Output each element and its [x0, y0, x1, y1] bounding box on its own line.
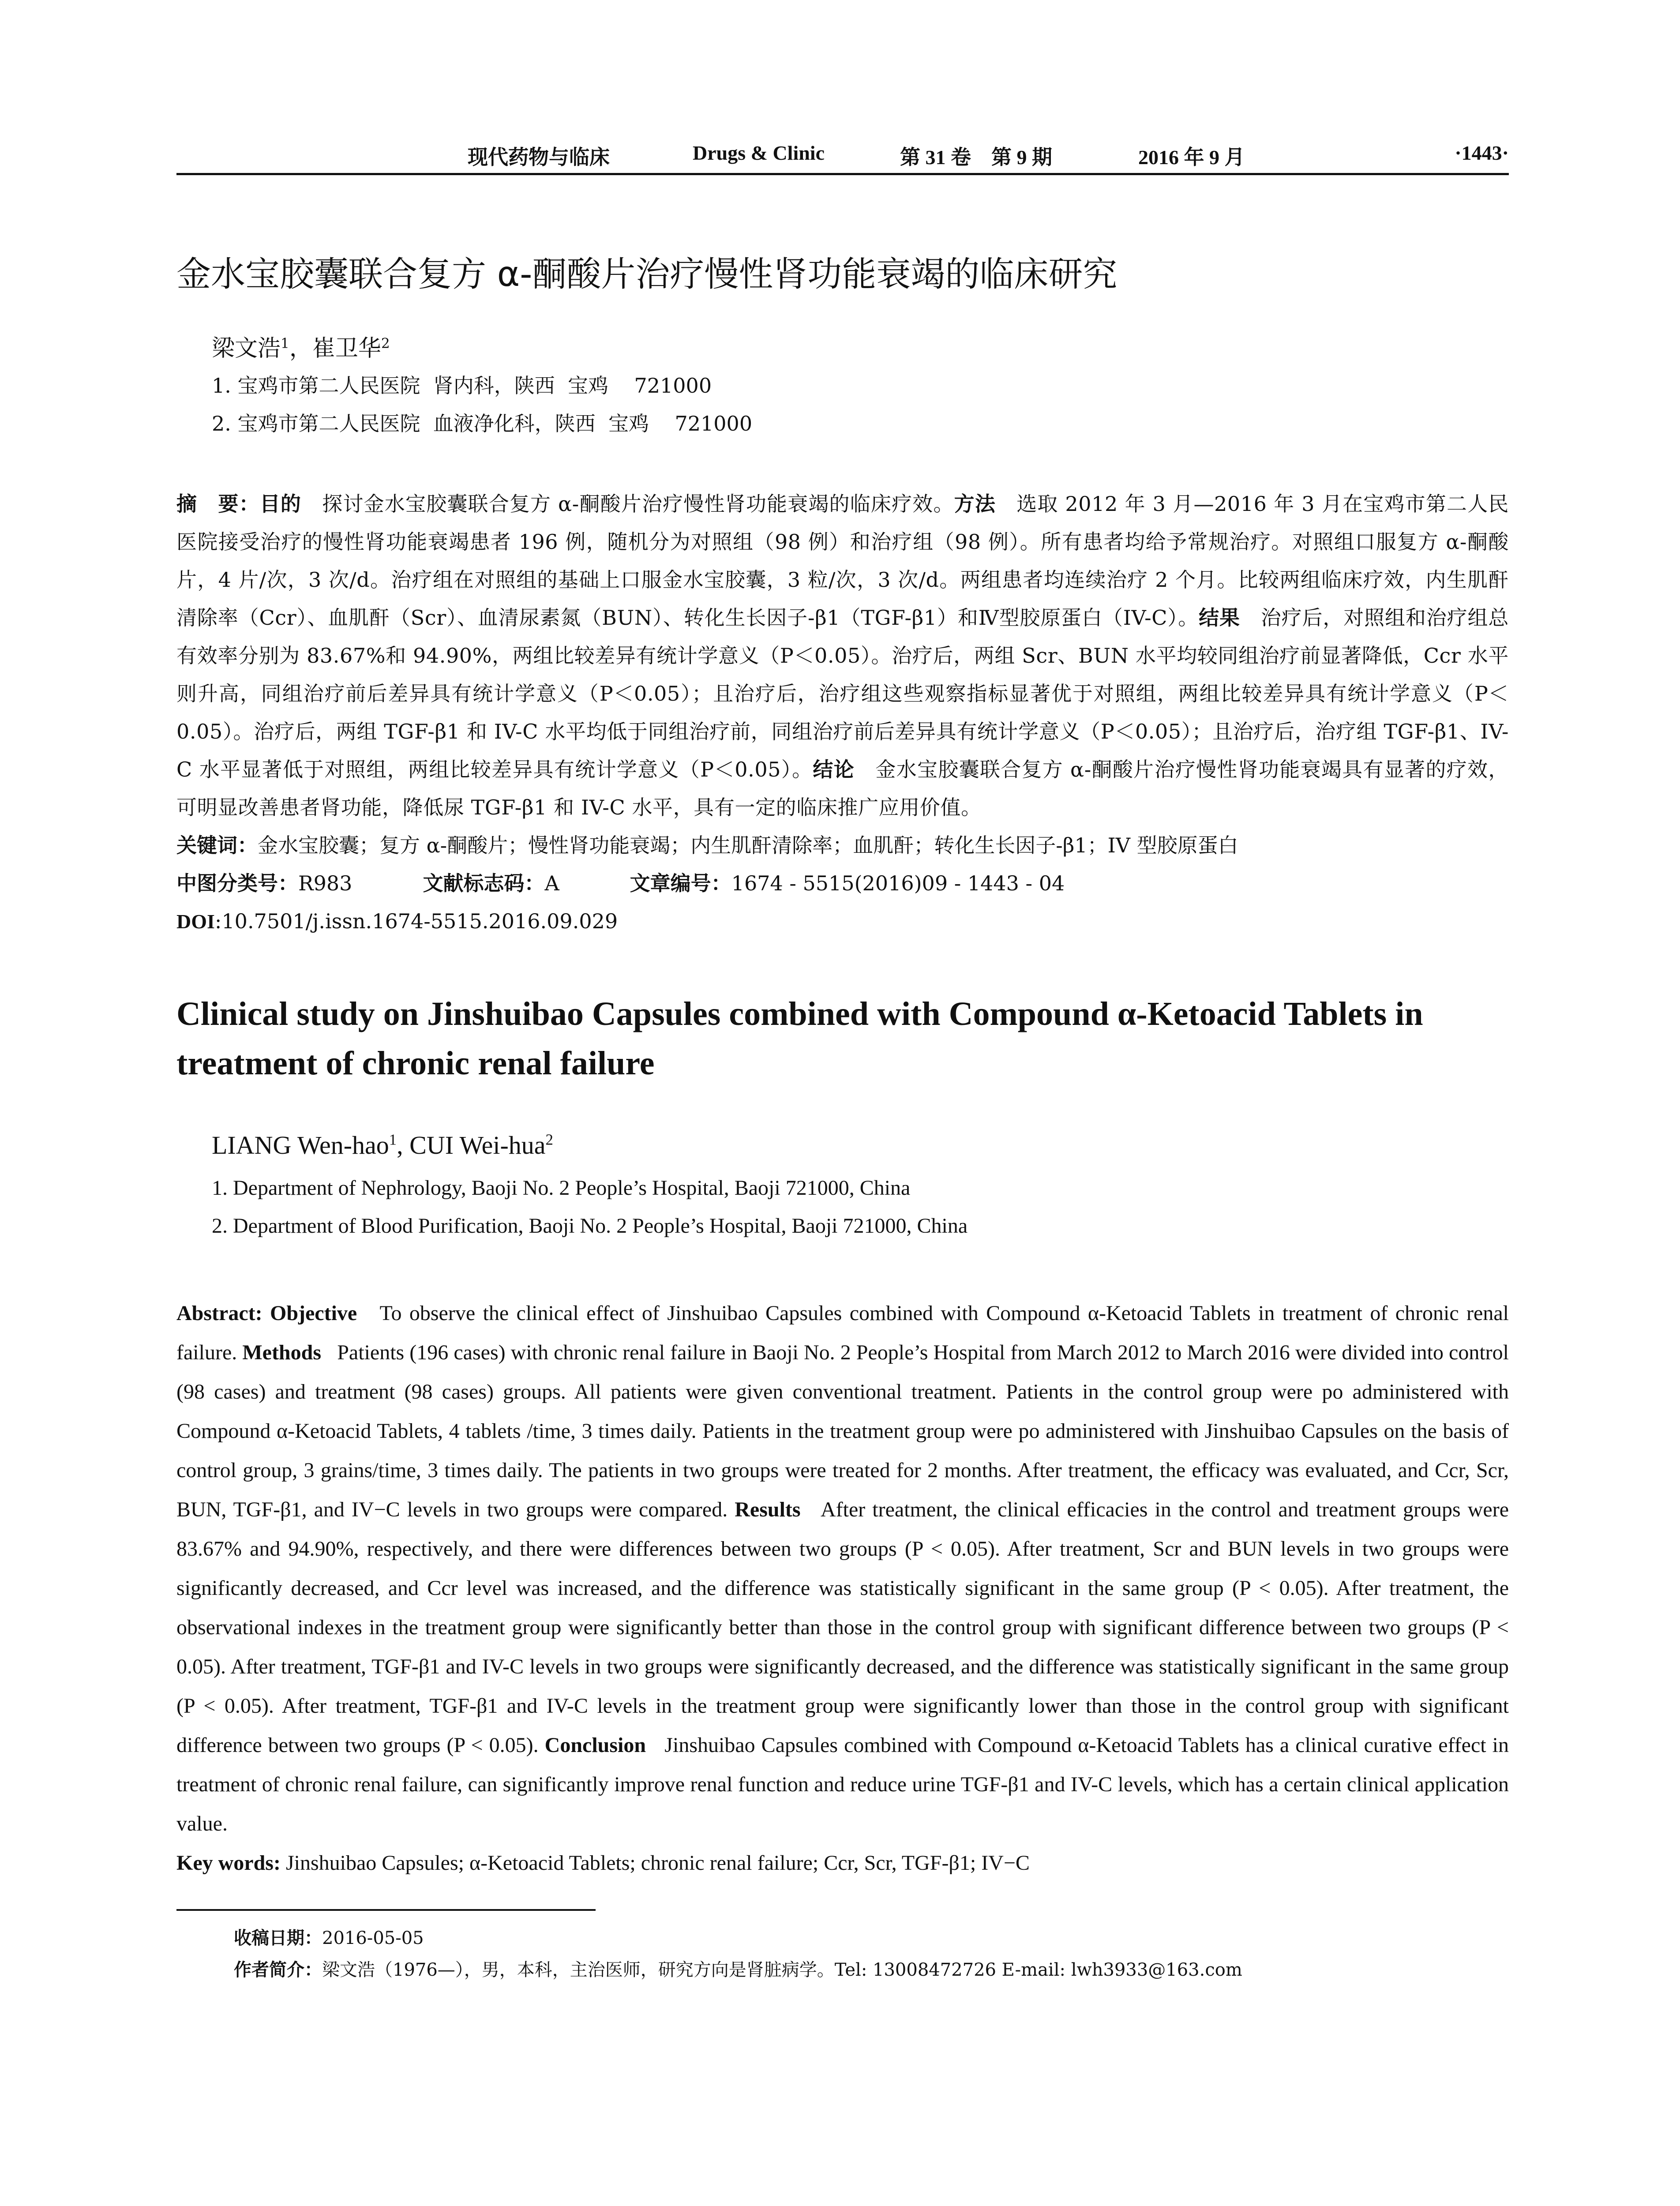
- doi-value: :10.7501/j.issn.1674-5515.2016.09.029: [214, 909, 618, 933]
- keywords-text: Jinshuibao Capsules; α-Ketoacid Tablets; chronic renal failure; Ccr, Scr, TGF-β1; IV−C: [285, 1851, 1030, 1875]
- authors-cn: [212, 333, 1509, 364]
- keywords-en: [176, 1843, 1509, 1883]
- journal-name-en: Drugs & Clinic: [693, 142, 825, 164]
- author-name: 崔卫华: [312, 335, 381, 362]
- affiliation-cn: 2. 宝鸡市第二人民医院 血液净化科，陕西 宝鸡 721000: [212, 412, 753, 435]
- bio-label: 作者简介：: [234, 1960, 322, 1980]
- clc-value: R983: [298, 871, 352, 895]
- article-title-cn: 金水宝胶囊联合复方 α-酮酸片治疗慢性肾功能衰竭的临床研究: [176, 255, 1118, 294]
- received-value: 2016-05-05: [322, 1928, 424, 1948]
- objective-text: 探讨金水宝胶囊联合复方 α-酮酸片治疗慢性肾功能衰竭的临床疗效。: [322, 492, 954, 516]
- abstract-cn: [176, 485, 1509, 826]
- abstract-en: [176, 1294, 1509, 1843]
- methods-label: 方法: [954, 492, 996, 516]
- volume-issue: 第 31 卷 第 9 期: [900, 146, 1052, 169]
- authors-en: [212, 1128, 1509, 1163]
- author-name: 梁文浩: [212, 335, 281, 362]
- journal-name-cn: 现代药物与临床: [468, 146, 610, 169]
- author-name: CUI Wei-hua: [409, 1131, 546, 1159]
- results-label: Results: [735, 1498, 801, 1521]
- methods-text: Patients (196 cases) with chronic renal failure in Baoji No. 2 People’s Hospital from March 2012 to March 2016 were divided into control (98 cases) and treatment (98 cases) groups. All patients were given conventional treatment. Patients in the control group were po administered with Compound α-Ketoacid Tablets, 4 tablets /time, 3 times daily. Patients in the treatment group were po administered with Jinshuibao Capsules on the basis of control group, 3 grains/time, 3 times daily. The patients in two groups were treated for 2 months. After treatment, the efficacy was evaluated, and Ccr, Scr, BUN, TGF-β1, and IV−C levels in two groups were compared.: [176, 1341, 1509, 1521]
- affiliation-cn: 1. 宝鸡市第二人民医院 肾内科，陕西 宝鸡 721000: [212, 374, 712, 398]
- article-number-label: 文章编号：: [630, 871, 731, 895]
- doc-code-label: 文献标志码：: [423, 871, 545, 895]
- affiliation-marker: 1: [281, 335, 289, 352]
- journal-page: [176, 141, 1509, 1986]
- issue-date: 2016 年 9 月: [1138, 146, 1245, 169]
- author-separator: ,: [397, 1131, 410, 1159]
- keywords-text: 金水宝胶囊；复方 α-酮酸片；慢性肾功能衰竭；内生肌酐清除率；血肌酐；转化生长因子-β1；IV 型胶原蛋白: [258, 833, 1238, 857]
- keywords-label: Key words:: [176, 1851, 281, 1875]
- conclusion-text: Jinshuibao Capsules combined with Compound α-Ketoacid Tablets has a clinical curative effect in treatment of chronic renal failure, can significantly improve renal function and reduce urine TGF-β1 and IV-C levels, which has a certain clinical application value.: [176, 1733, 1509, 1835]
- results-label: 结果: [1199, 606, 1240, 630]
- abstract-objective-label: Abstract: Objective: [176, 1302, 357, 1325]
- page-number: ·1443·: [1455, 142, 1509, 164]
- results-text: 治疗后，对照组和治疗组总有效率分别为 83.67%和 94.90%，两组比较差异有统计学意义（P＜0.05）。治疗后，两组 Scr、BUN 水平均较同组治疗前显著降低，Ccr 水平则升高，同组治疗前后差异具有统计学意义（P＜0.05）；且治疗后，治疗组这些观察指标显著优于对照组，两组比较差异具有统计学意义（P＜0.05）。治疗后，两组 TGF-β1 和 IV-C 水平均低于同组治疗前，同组治疗前后差异具有统计学意义（P＜0.05）；且治疗后，治疗组 TGF-β1、IV-C 水平显著低于对照组，两组比较差异具有统计学意义（P＜0.05）。: [176, 606, 1509, 781]
- objective-text: To observe the clinical effect of Jinshuibao Capsules combined with Compound α-Ketoacid Tablets in treatment of chronic renal failure.: [176, 1302, 1509, 1364]
- author-name: LIANG Wen-hao: [212, 1131, 389, 1159]
- running-header: [176, 141, 1509, 175]
- methods-text: 选取 2012 年 3 月—2016 年 3 月在宝鸡市第二人民医院接受治疗的慢性肾功能衰竭患者 196 例，随机分为对照组（98 例）和治疗组（98 例）。所有患者均给予常规治疗。对照组口服复方 α-酮酸片，4 片/次，3 次/d。治疗组在对照组的基础上口服金水宝胶囊，3 粒/次，3 次/d。两组患者均连续治疗 2 个月。比较两组临床疗效，内生肌酐清除率（Ccr）、血肌酐（Scr）、血清尿素氮（BUN）、转化生长因子-β1（TGF-β1）和Ⅳ型胶原蛋白（IV-C）。: [176, 492, 1509, 630]
- affiliation-en: 1. Department of Nephrology, Baoji No. 2 People’s Hospital, Baoji 721000, China: [212, 1176, 911, 1200]
- received-date: [234, 1922, 1509, 1954]
- keywords-label: 关键词：: [176, 833, 258, 857]
- doi-line: [176, 902, 1509, 941]
- bio-text: 梁文浩（1976—），男，本科，主治医师，研究方向是肾脏病学。Tel: 13008472726 E-mail: lwh3933@163.com: [322, 1960, 1242, 1980]
- received-label: 收稿日期：: [234, 1928, 322, 1948]
- methods-label: Methods: [242, 1341, 321, 1364]
- conclusion-label: 结论: [813, 758, 855, 781]
- author-bio: [234, 1954, 1509, 1986]
- abstract-label: 摘 要：: [176, 492, 260, 516]
- results-text: After treatment, the clinical efficacies in the control and treatment groups were 83.67% and 94.90%, respectively, and there were differences between two groups (P < 0.05). After treatment, Scr and BUN levels in two groups were significantly decreased, and Ccr level was increased, and the difference was statistically significant in the same group (P < 0.05). After treatment, the observational indexes in the treatment group were significantly better than those in the control group with significant difference between two groups (P < 0.05). After treatment, TGF-β1 and IV-C levels in two groups were significantly decreased, and the difference was statistically significant in the same group (P < 0.05). After treatment, TGF-β1 and IV-C levels in the treatment group were significantly lower than those in the control group with significant difference between two groups (P < 0.05).: [176, 1498, 1509, 1757]
- doc-code-value: A: [544, 871, 559, 895]
- conclusion-text: 金水宝胶囊联合复方 α-酮酸片治疗慢性肾功能衰竭具有显著的疗效，可明显改善患者肾功能，降低尿 TGF-β1 和 IV-C 水平，具有一定的临床推广应用价值。: [176, 758, 1509, 819]
- classification-line: [176, 864, 1509, 902]
- affiliation-marker: 2: [381, 335, 390, 352]
- author-separator: ，: [289, 335, 312, 362]
- article-title-en: Clinical study on Jinshuibao Capsules combined with Compound α-Ketoacid Tablets in treatment of chronic renal failure: [176, 995, 1423, 1082]
- conclusion-label: Conclusion: [544, 1733, 646, 1757]
- clc-label: 中图分类号：: [176, 871, 298, 895]
- footnote-divider: [176, 1909, 596, 1911]
- affiliation-marker: 1: [389, 1131, 397, 1148]
- doi-label: DOI: [176, 910, 215, 933]
- article-number-value: 1674 - 5515(2016)09 - 1443 - 04: [731, 871, 1065, 895]
- affiliation-marker: 2: [545, 1131, 553, 1148]
- objective-label: 目的: [259, 492, 302, 516]
- affiliation-en: 2. Department of Blood Purification, Baoji No. 2 People’s Hospital, Baoji 721000, China: [212, 1214, 968, 1238]
- keywords-cn: [176, 826, 1509, 864]
